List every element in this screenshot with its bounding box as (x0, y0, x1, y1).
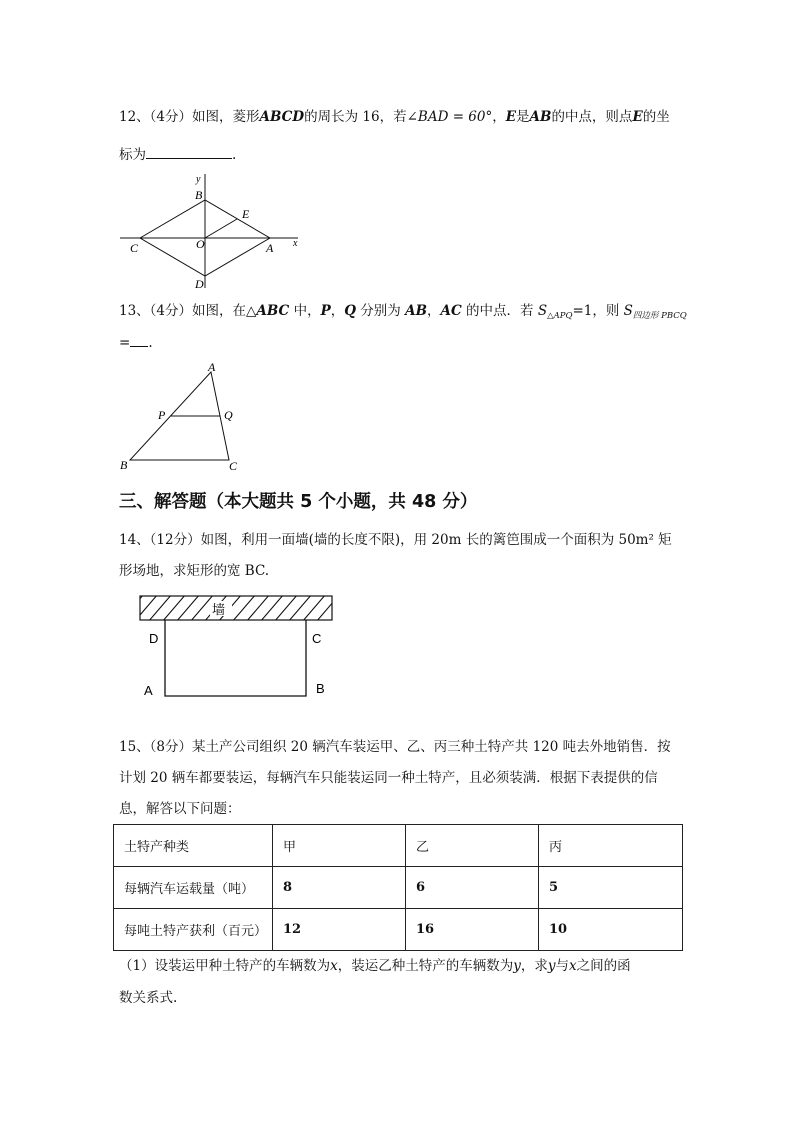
label-a: A (208, 360, 216, 374)
table-cell: 丙 (539, 825, 683, 867)
label-e: E (242, 207, 250, 221)
table-cell: 每辆汽车运载量（吨） (114, 867, 273, 909)
label-c: C (229, 459, 238, 473)
label-a: A (144, 683, 153, 698)
table-cell: 16 (406, 909, 539, 951)
label-x: x (293, 238, 298, 249)
q14-line2: 形场地，求矩形的宽 BC. (119, 563, 270, 579)
q15-line3: 息，解答以下问题： (119, 801, 241, 817)
label-y: y (196, 174, 201, 185)
rhombus-figure (110, 168, 310, 292)
wall (140, 596, 332, 620)
table-cell: 土特产种类 (114, 825, 273, 867)
section-heading: 三、解答题（本大题共 5 个小题，共 48 分） (119, 492, 478, 512)
table-header-row (114, 825, 683, 867)
label-c: C (130, 241, 139, 255)
table-cell: 甲 (273, 825, 406, 867)
wall-label: 墙 (212, 603, 226, 618)
label-d: D (195, 277, 204, 291)
q13-line1: 13、（4分）如图，在△ABC 中，P，Q 分别为 AB，AC 的中点．若 $S_{\triangle APQ}=1$，则 $S_{四边形 PBCQ}$ (119, 303, 687, 321)
q15-line2: 计划 20 辆车都要装运，每辆汽车只能装运同一种土特产，且必须装满．根据下表提供的信 (119, 770, 658, 786)
answer-blank[interactable] (130, 332, 148, 347)
table-row (114, 867, 683, 909)
label-b: B (195, 188, 203, 202)
table-cell: 8 (273, 867, 406, 909)
table-cell: 5 (539, 867, 683, 909)
triangle-figure (110, 356, 260, 476)
label-d: D (149, 631, 159, 646)
label-b: B (316, 681, 325, 696)
label-o: O (196, 237, 205, 251)
table-cell: 10 (539, 909, 683, 951)
table-cell: 乙 (406, 825, 539, 867)
segment-oe (205, 219, 237, 238)
q12-line2: 标为 . (119, 144, 236, 165)
table-cell: 6 (406, 867, 539, 909)
label-b: B (120, 458, 128, 472)
q14-line1: 14、（12分）如图，利用一面墙(墙的长度不限)，用 20m 长的篱笆围成一个面积为 50m² 矩 (119, 532, 672, 548)
fence-rectangle (165, 620, 306, 696)
table-cell: 每吨土特产获利（百元） (114, 909, 273, 951)
table-row (114, 909, 683, 951)
label-q: Q (224, 408, 233, 422)
q15-part1-line1: （1）设装运甲种土特产的车辆数为x，装运乙种土特产的车辆数为y，求y与x之间的函 (119, 958, 631, 974)
answer-blank[interactable] (146, 144, 232, 159)
q12-line1: 12、（4分）如图，菱形ABCD的周长为 16，若∠BAD = 60°，E是AB的中点，则点E的坐 (119, 109, 670, 125)
label-p: P (158, 408, 166, 422)
q15-part1-line2: 数关系式. (119, 990, 178, 1006)
table-cell: 12 (273, 909, 406, 951)
specialty-table (113, 824, 683, 951)
label-a: A (266, 241, 274, 255)
q13-line2: = . (119, 332, 153, 353)
wall-rectangle-figure (130, 590, 340, 705)
q15-line1: 15、（8分）某土产公司组织 20 辆汽车装运甲、乙、丙三种土特产共 120 吨去外地销售．按 (119, 739, 671, 755)
label-c: C (312, 631, 322, 646)
